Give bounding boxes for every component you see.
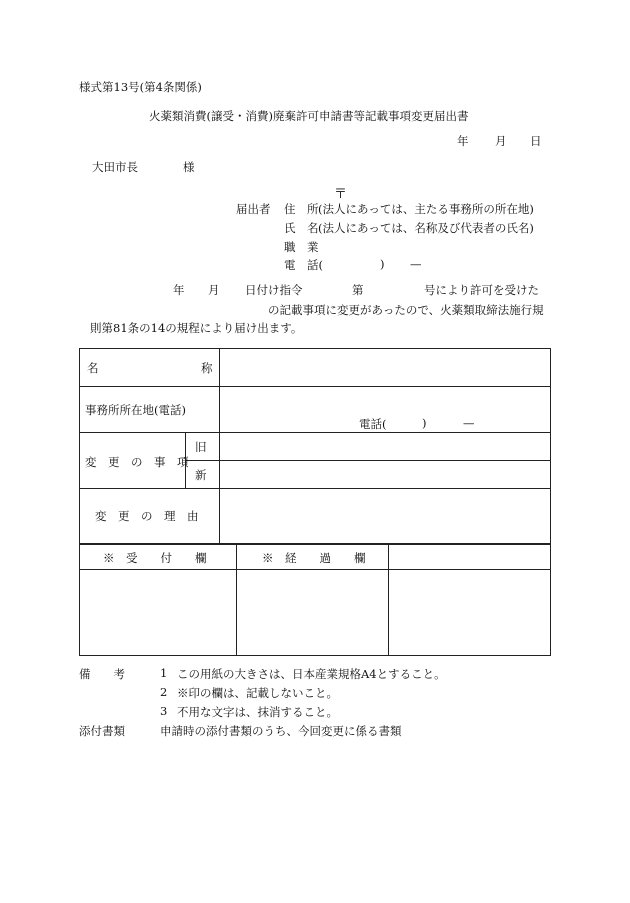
addressee-honorific: 様 (183, 160, 195, 174)
name-row-label-1: 名 (87, 361, 99, 375)
name-row-label-2: 称 (201, 361, 213, 375)
change-old-label: 旧 (195, 440, 207, 454)
main-table (79, 348, 551, 543)
office-phone-label: 電話( (359, 417, 387, 431)
reason-row-label: 変 更 の 理 由 (95, 509, 199, 523)
office-phone-close: ) (422, 416, 427, 430)
address-note: (法人にあっては、主たる事務所の所在地) (318, 202, 534, 216)
note-1-number: 1 (160, 666, 168, 680)
note-1-text: この用紙の大きさは、日本産業規格A4とすること。 (177, 667, 446, 681)
change-new-label: 新 (195, 468, 207, 482)
date-year-label: 年 (457, 134, 469, 148)
name-label: 氏 名 (284, 221, 319, 235)
statement-dated: 日付け指令 (245, 283, 303, 297)
phone-dash: — (410, 257, 422, 271)
attachments-label: 添付書類 (79, 724, 125, 738)
name-note: (法人にあっては、名称及び代表者の氏名) (318, 221, 534, 235)
notes-label: 備 考 (79, 667, 125, 681)
office-phone-dash: — (463, 416, 475, 430)
statement-month: 月 (208, 283, 220, 297)
postal-mark: 〒 (334, 187, 348, 202)
statement-line-2: の記載事項に変更があったので、火薬類取締法施行規 (268, 303, 544, 317)
office-row-label: 事務所所在地(電話) (85, 403, 186, 417)
change-row-label: 変 更 の 事 項 (85, 455, 189, 469)
office-use-table (79, 544, 551, 656)
addressee-name: 大田市長 (92, 160, 138, 174)
note-2-text: ※印の欄は、記載しないこと。 (177, 686, 338, 700)
note-2-number: 2 (160, 685, 168, 699)
date-day-label: 日 (530, 134, 542, 148)
date-month-label: 月 (495, 134, 507, 148)
attachments-text: 申請時の添付書類のうち、今回変更に係る書類 (160, 724, 402, 738)
applicant-label: 届出者 (236, 202, 271, 216)
form-number: 様式第13号(第4条関係) (79, 80, 202, 94)
statement-dai: 第 (352, 283, 364, 297)
progress-column-header: ※ 経 過 欄 (262, 551, 366, 565)
statement-year: 年 (173, 283, 185, 297)
phone-close: ) (380, 257, 385, 271)
note-3-number: 3 (160, 704, 168, 718)
address-label: 住 所 (284, 202, 319, 216)
note-3-text: 不用な文字は、抹消すること。 (177, 705, 338, 719)
statement-permit: 号により許可を受けた (424, 283, 539, 297)
document-title: 火薬類消費(譲受・消費)廃棄許可申請書等記載事項変更届出書 (149, 109, 469, 123)
phone-label: 電 話( (284, 258, 323, 272)
occupation-label: 職 業 (284, 240, 319, 254)
reception-column-header: ※ 受 付 欄 (103, 551, 207, 565)
statement-line-3: 則第81条の14の規程により届け出ます。 (90, 321, 303, 335)
